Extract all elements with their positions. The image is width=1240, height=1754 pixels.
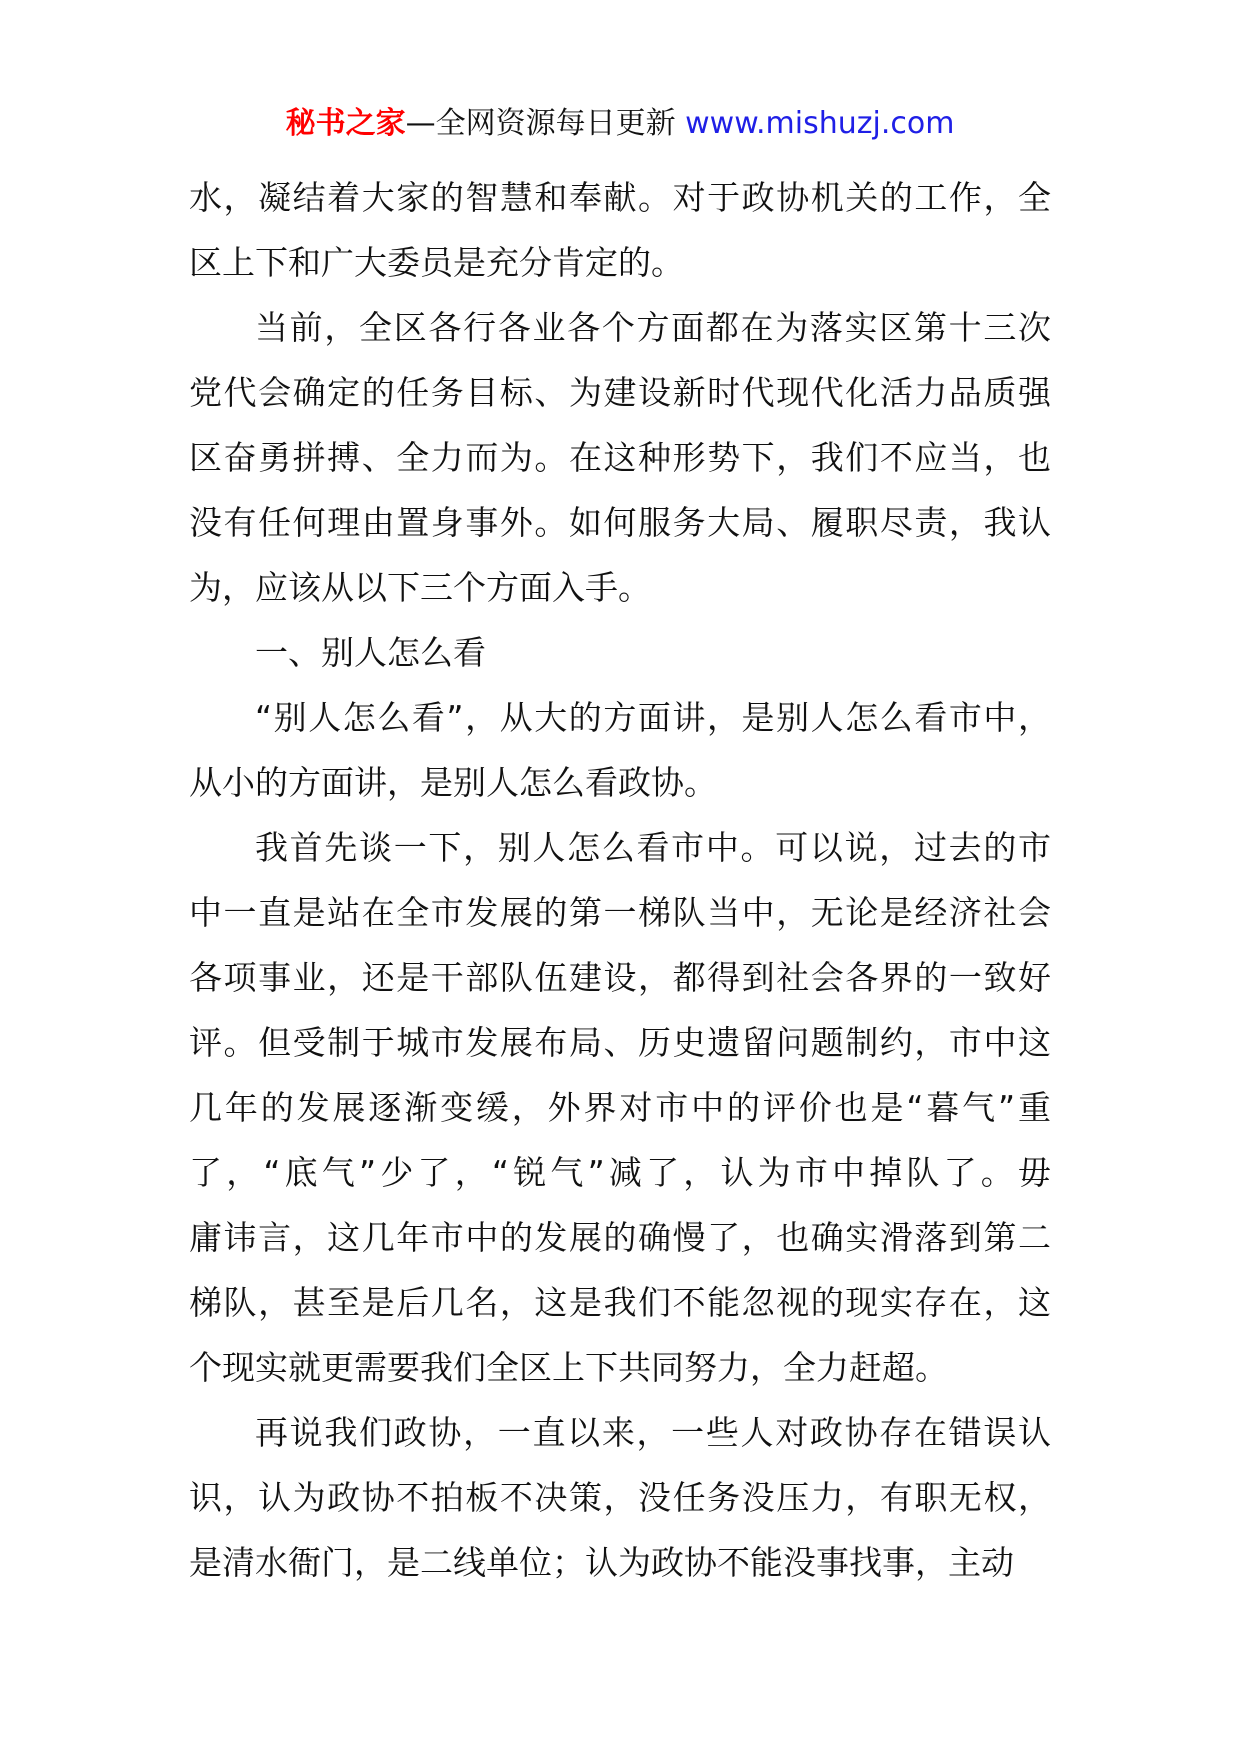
paragraph xyxy=(189,620,1051,685)
text-line: 个现实就更需要我们全区上下共同努力，全力赶超。 xyxy=(189,1348,948,1387)
site-brand: 秘书之家 xyxy=(285,106,406,141)
text-line: 再说我们政协，一直以来，一些人对政协存在错误认 xyxy=(255,1413,1051,1452)
text-line: 区奋勇拼搏、全力而为。在这种形势下，我们不应当，也 xyxy=(189,438,1051,477)
text-line: “别人怎么看”，从大的方面讲，是别人怎么看市中， xyxy=(255,698,1051,737)
text-line: 我首先谈一下，别人怎么看市中。可以说，过去的市 xyxy=(255,828,1051,867)
paragraph xyxy=(189,165,1051,295)
text-line: 识，认为政协不拍板不决策，没任务没压力，有职无权， xyxy=(189,1478,1051,1517)
text-line: 各项事业，还是干部队伍建设，都得到社会各界的一致好 xyxy=(189,958,1051,997)
text-line: 梯队，甚至是后几名，这是我们不能忽视的现实存在，这 xyxy=(189,1283,1051,1322)
text-line: 评。但受制于城市发展布局、历史遗留问题制约，市中这 xyxy=(189,1023,1051,1062)
text-line: 庸讳言，这几年市中的发展的确慢了，也确实滑落到第二 xyxy=(189,1218,1051,1257)
text-line: 没有任何理由置身事外。如何服务大局、履职尽责，我认 xyxy=(189,503,1051,542)
text-line: 为，应该从以下三个方面入手。 xyxy=(189,568,651,607)
text-line: 一、别人怎么看 xyxy=(255,633,486,672)
text-line: 是清水衙门，是二线单位；认为政协不能没事找事，主动 xyxy=(189,1543,1014,1582)
text-line: 中一直是站在全市发展的第一梯队当中，无论是经济社会 xyxy=(189,893,1051,932)
text-line: 了，“底气”少了，“锐气”减了，认为市中掉队了。毋 xyxy=(189,1153,1051,1192)
paragraph xyxy=(189,685,1051,815)
text-line: 几年的发展逐渐变缓，外界对市中的评价也是“暮气”重 xyxy=(189,1088,1051,1127)
site-header xyxy=(0,104,1240,144)
text-line: 区上下和广大委员是充分肯定的。 xyxy=(189,243,684,282)
text-line: 当前，全区各行各业各个方面都在为落实区第十三次 xyxy=(255,308,1051,347)
text-line: 水，凝结着大家的智慧和奉献。对于政协机关的工作，全 xyxy=(189,178,1051,217)
text-line: 党代会确定的任务目标、为建设新时代现代化活力品质强 xyxy=(189,373,1051,412)
paragraph xyxy=(189,1400,1051,1595)
document-body xyxy=(189,165,1051,1595)
text-line: 从小的方面讲，是别人怎么看政协。 xyxy=(189,763,717,802)
site-url-link[interactable]: www.mishuzj.com xyxy=(685,106,955,141)
paragraph xyxy=(189,295,1051,620)
paragraph xyxy=(189,815,1051,1400)
site-slogan: —全网资源每日更新 xyxy=(405,106,686,141)
